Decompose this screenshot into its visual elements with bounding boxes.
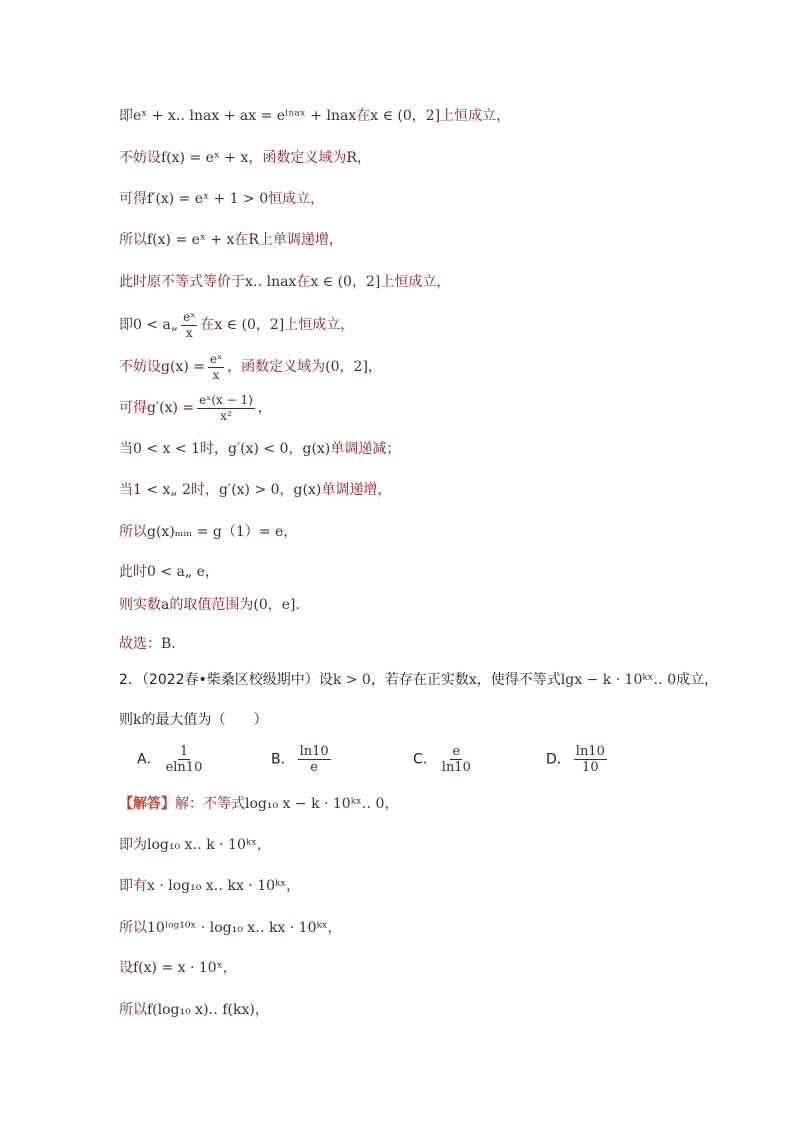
step-line: 即0 < a„ $\frac{\text{eˣ}}{x}$ 在x ∈ (0，2]上恒成立， bbox=[119, 309, 355, 340]
answer-line: 【解答】解：不等式log₁₀ x − k · 10ᵏˣ‥ 0， bbox=[119, 796, 399, 812]
step-line: 则实数a的取值范围为(0，e]． bbox=[119, 597, 310, 613]
option-a: A． $\frac{1}{eln10}$ bbox=[137, 744, 203, 775]
question-line-2: 则k的最大值为（ ） bbox=[119, 712, 268, 728]
step-line: 不妨设f(x) = eˣ + x，函数定义域为R， bbox=[119, 150, 371, 166]
answer-line: 所以f(log₁₀ x)‥ f(kx)， bbox=[119, 1002, 269, 1018]
option-c: C． $\frac{e}{\ln 10}$ bbox=[413, 744, 471, 775]
question-number: 2． bbox=[119, 672, 142, 688]
fraction: $\frac{\text{eˣ(x − 1)}}{\text{x²}}$ bbox=[199, 392, 253, 423]
answer-line: 设f(x) = x · 10ˣ， bbox=[119, 960, 237, 976]
step-line: 故选：B． bbox=[119, 636, 186, 652]
question-line: 2．（2022春•柴桑区校级期中）设k > 0，若存在正实数x，使得不等式lgx − k · 10ᵏˣ‥ 0成立， bbox=[119, 672, 719, 688]
step-line: 当1 < x„ 2时，g′(x) > 0，g(x)单调递增， bbox=[119, 482, 392, 498]
answer-line: 即为log₁₀ x‥ k · 10ᵏˣ， bbox=[119, 837, 271, 853]
fraction: $\frac{\text{eˣ}}{x}$ bbox=[209, 351, 223, 382]
option-b: B． $\frac{\ln 10}{e}$ bbox=[271, 744, 329, 775]
step-line: 所以f(x) = eˣ + x在R上单调递增， bbox=[119, 232, 343, 248]
step-line: 此时原不等式等价于x‥ lnax在x ∈ (0，2]上恒成立， bbox=[119, 274, 451, 290]
step-line: 可得f′(x) = eˣ + 1 > 0恒成立， bbox=[119, 191, 325, 207]
answer-tag: 【解答】 bbox=[119, 796, 175, 812]
fraction: $\frac{\text{eˣ}}{x}$ bbox=[183, 309, 196, 340]
step-line: 可得g′(x) = $\frac{\text{eˣ(x − 1)}}{\text{x²}}$ ， bbox=[119, 392, 272, 423]
step-line: 当0 < x < 1时，g′(x) < 0，g(x)单调递减； bbox=[119, 441, 401, 457]
step-line: 此时0 < a„ e， bbox=[119, 564, 219, 580]
answer-line: 即有x · log₁₀ x‥ kx · 10ᵏˣ， bbox=[119, 878, 301, 894]
question-source: （2022春•柴桑区校级期中） bbox=[141, 672, 319, 688]
step-line: 即eˣ + x‥ lnax + ax = eˡⁿᵃˣ + lnax在x ∈ (0，2]上恒成立， bbox=[119, 108, 511, 124]
option-d: D． $\frac{\ln 10}{10}$ bbox=[546, 744, 605, 775]
step-line: 不妨设g(x) = $\frac{\text{eˣ}}{x}$ ，函数定义域为(0，2]， bbox=[119, 351, 382, 382]
answer-line: 所以10ˡᵒᵍ¹⁰ˣ · log₁₀ x‥ kx · 10ᵏˣ， bbox=[119, 920, 342, 936]
step-line: 所以g(x)ₘᵢₙ = g（1）= e， bbox=[119, 524, 298, 540]
